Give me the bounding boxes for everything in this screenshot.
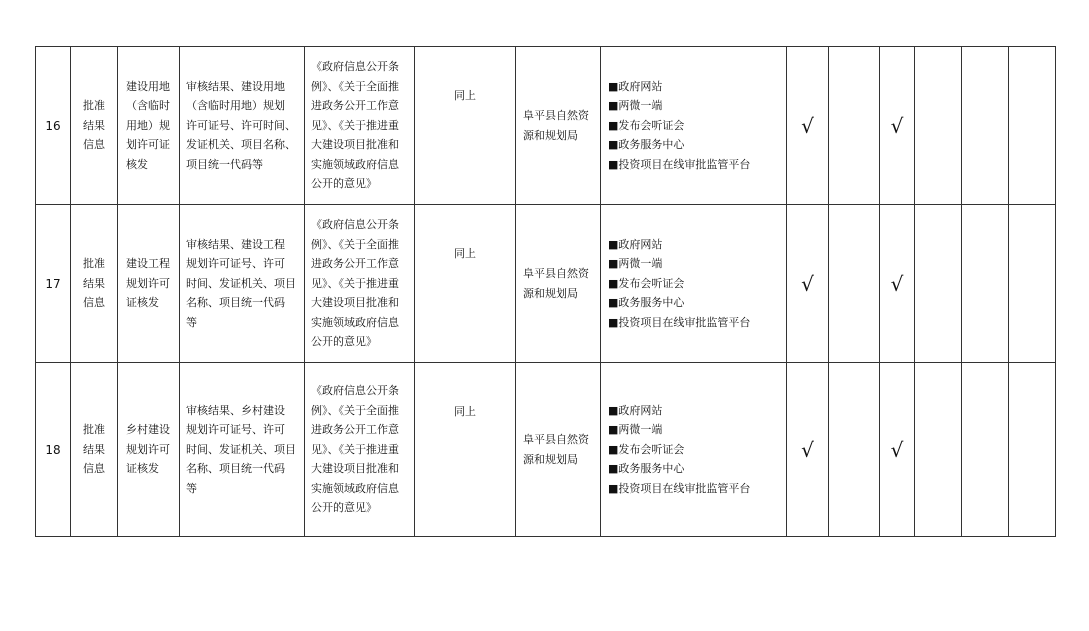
content-cell — [180, 47, 305, 205]
channels-cell — [601, 47, 787, 205]
subject-line: 源和规划局 — [523, 452, 578, 466]
channels-line: ■发布会听证会 — [608, 442, 685, 456]
empty-cell — [829, 205, 880, 363]
channels-cell — [601, 363, 787, 537]
content-line: 审核结果、建设用地 — [186, 79, 285, 93]
channels-line: ■政府网站 — [608, 79, 663, 93]
category-line: 批准 — [83, 257, 105, 271]
channels-line: ■投资项目在线审批监管平台 — [608, 157, 751, 171]
check2-text: √ — [890, 437, 904, 462]
content-line: 规划许可证号、许可 — [186, 423, 285, 437]
category-cell — [71, 47, 118, 205]
content-line: 时间、发证机关、项目 — [186, 442, 296, 456]
check2-text: √ — [890, 113, 904, 138]
time-limit-text: 同上 — [454, 405, 476, 418]
basis-line: 实施领域政府信息 — [311, 315, 399, 329]
content-line: 项目统一代码等 — [186, 157, 263, 171]
basis-line: 《政府信息公开条 — [311, 60, 399, 74]
item-line: 证核发 — [126, 462, 159, 476]
content-line: （含临时用地）规划 — [186, 99, 285, 113]
basis-line: 大建设项目批准和 — [311, 296, 399, 310]
content-line: 审核结果、建设工程 — [186, 237, 285, 251]
basis-line: 见》、《关于推进重 — [311, 442, 399, 456]
category-line: 信息 — [83, 138, 105, 152]
basis-line: 实施领域政府信息 — [311, 481, 399, 495]
num-text: 16 — [45, 118, 61, 133]
table-row — [36, 47, 1056, 205]
content-cell — [180, 363, 305, 537]
basis-line: 例》、《关于全面推 — [311, 79, 399, 93]
content-line: 时间、发证机关、项目 — [186, 276, 296, 290]
empty-cell — [915, 47, 962, 205]
num-text: 18 — [45, 442, 61, 457]
empty-cell — [915, 205, 962, 363]
channels-line: ■两微一端 — [608, 423, 663, 437]
subject-cell — [516, 47, 601, 205]
item-line: 乡村建设 — [126, 423, 170, 437]
content-line: 名称、项目统一代码 — [186, 462, 285, 476]
time-limit-text: 同上 — [454, 247, 476, 260]
category-line: 批准 — [83, 423, 105, 437]
time-limit-cell — [415, 363, 516, 537]
basis-line: 大建设项目批准和 — [311, 138, 399, 152]
empty-cell — [962, 205, 1009, 363]
basis-line: 大建设项目批准和 — [311, 462, 399, 476]
table-row — [36, 363, 1056, 537]
empty-cell — [829, 363, 880, 537]
channels-line: ■投资项目在线审批监管平台 — [608, 481, 751, 495]
table-row — [36, 205, 1056, 363]
basis-line: 进政务公开工作意 — [311, 257, 399, 271]
channels-line: ■政务服务中心 — [608, 462, 685, 476]
basis-line: 公开的意见》 — [311, 177, 377, 191]
basis-cell — [305, 205, 415, 363]
channels-line: ■两微一端 — [608, 257, 663, 271]
basis-line: 《政府信息公开条 — [311, 384, 399, 398]
content-line: 审核结果、乡村建设 — [186, 403, 285, 417]
category-cell — [71, 205, 118, 363]
category-line: 信息 — [83, 462, 105, 476]
channels-cell — [601, 205, 787, 363]
row-number — [36, 47, 71, 205]
content-line: 许可证号、许可时间、 — [186, 118, 296, 132]
content-line: 等 — [186, 315, 197, 329]
channels-line: ■政务服务中心 — [608, 138, 685, 152]
subject-cell — [516, 205, 601, 363]
row-number — [36, 363, 71, 537]
content-line: 规划许可证号、许可 — [186, 257, 285, 271]
row-number — [36, 205, 71, 363]
channels-line: ■政府网站 — [608, 403, 663, 417]
basis-line: 见》、《关于推进重 — [311, 118, 399, 132]
item-line: 核发 — [126, 157, 148, 171]
disclosure-table — [35, 46, 1056, 537]
subject-cell — [516, 363, 601, 537]
item-line: 用地）规 — [126, 118, 170, 132]
item-line: （含临时 — [126, 99, 170, 113]
check-mark — [880, 47, 915, 205]
category-line: 结果 — [83, 276, 105, 290]
check-mark — [787, 205, 829, 363]
time-limit-cell — [415, 47, 516, 205]
subject-line: 阜平县自然资 — [523, 109, 589, 122]
subject-line: 源和规划局 — [523, 128, 578, 142]
check-mark — [880, 205, 915, 363]
subject-line: 阜平县自然资 — [523, 267, 589, 280]
content-line: 发证机关、项目名称、 — [186, 138, 296, 152]
item-line: 规划许可 — [126, 442, 170, 456]
channels-line: ■政务服务中心 — [608, 296, 685, 310]
content-line: 等 — [186, 481, 197, 495]
item-line: 划许可证 — [126, 138, 170, 152]
empty-cell — [1009, 205, 1056, 363]
basis-line: 公开的意见》 — [311, 335, 377, 349]
channels-line: ■发布会听证会 — [608, 276, 685, 290]
time-limit-cell — [415, 205, 516, 363]
basis-line: 例》、《关于全面推 — [311, 237, 399, 251]
basis-line: 见》、《关于推进重 — [311, 276, 399, 290]
basis-line: 进政务公开工作意 — [311, 99, 399, 113]
check-mark — [880, 363, 915, 537]
basis-line: 进政务公开工作意 — [311, 423, 399, 437]
basis-cell — [305, 47, 415, 205]
content-line: 名称、项目统一代码 — [186, 296, 285, 310]
item-cell — [118, 205, 180, 363]
item-line: 规划许可 — [126, 276, 170, 290]
basis-line: 公开的意见》 — [311, 501, 377, 515]
channels-line: ■两微一端 — [608, 99, 663, 113]
channels-line: ■投资项目在线审批监管平台 — [608, 315, 751, 329]
check2-text: √ — [890, 271, 904, 296]
category-line: 信息 — [83, 296, 105, 310]
basis-line: 《政府信息公开条 — [311, 218, 399, 232]
channels-line: ■发布会听证会 — [608, 118, 685, 132]
channels-line: ■政府网站 — [608, 237, 663, 251]
item-cell — [118, 47, 180, 205]
subject-line: 源和规划局 — [523, 286, 578, 300]
empty-cell — [962, 363, 1009, 537]
empty-cell — [1009, 363, 1056, 537]
category-line: 结果 — [83, 442, 105, 456]
basis-cell — [305, 363, 415, 537]
category-line: 批准 — [83, 99, 105, 113]
empty-cell — [962, 47, 1009, 205]
content-cell — [180, 205, 305, 363]
item-line: 建设工程 — [126, 257, 170, 271]
basis-line: 实施领域政府信息 — [311, 157, 399, 171]
item-cell — [118, 363, 180, 537]
check1-text: √ — [801, 113, 814, 138]
empty-cell — [1009, 47, 1056, 205]
num-text: 17 — [45, 276, 61, 291]
check1-text: √ — [801, 437, 814, 462]
subject-line: 阜平县自然资 — [523, 433, 589, 446]
empty-cell — [829, 47, 880, 205]
empty-cell — [915, 363, 962, 537]
check-mark — [787, 363, 829, 537]
check-mark — [787, 47, 829, 205]
category-line: 结果 — [83, 118, 105, 132]
item-line: 建设用地 — [126, 79, 170, 93]
item-line: 证核发 — [126, 296, 159, 310]
check1-text: √ — [801, 271, 814, 296]
basis-line: 例》、《关于全面推 — [311, 403, 399, 417]
category-cell — [71, 363, 118, 537]
time-limit-text: 同上 — [454, 89, 476, 102]
